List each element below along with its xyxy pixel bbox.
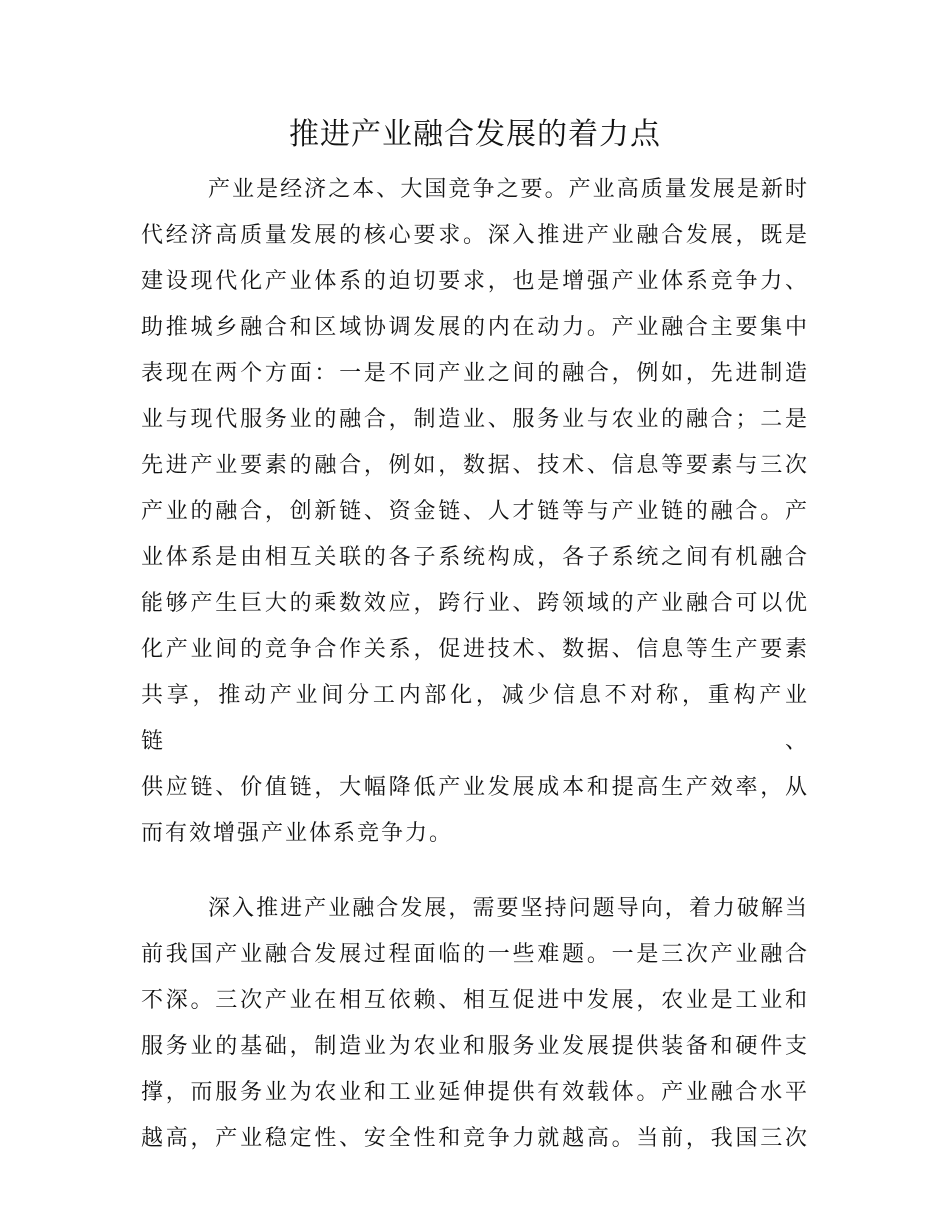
text-line: 不深。三次产业在相互依赖、相互促进中发展，农业是工业和 — [141, 988, 809, 1013]
text-line: 产业是经济之本、大国竞争之要。产业高质量发展是新时 — [208, 177, 809, 202]
text-line: 业与现代服务业的融合，制造业、服务业与农业的融合；二是 — [141, 407, 809, 432]
text-line: 深入推进产业融合发展，需要坚持问题导向，着力破解当 — [208, 896, 809, 921]
document-body — [141, 167, 809, 1191]
text-line: 先进产业要素的融合，例如，数据、技术、信息等要素与三次 — [141, 453, 809, 478]
paragraph — [141, 886, 809, 1162]
text-line: 共享，推动产业间分工内部化，减少信息不对称，重构产业链、 — [141, 683, 809, 754]
text-line: 能够产生巨大的乘数效应，跨行业、跨领域的产业融合可以优 — [141, 591, 809, 616]
text-line: 供应链、价值链，大幅降低产业发展成本和提高生产效率，从 — [141, 775, 809, 800]
text-line: 越高，产业稳定性、安全性和竞争力就越高。当前，我国三次 — [141, 1126, 809, 1151]
text-line: 表现在两个方面：一是不同产业之间的融合，例如，先进制造 — [141, 361, 809, 386]
text-line: 助推城乡融合和区域协调发展的内在动力。产业融合主要集中 — [141, 315, 809, 340]
text-line: 而有效增强产业体系竞争力。 — [141, 821, 454, 846]
document-title: 推进产业融合发展的着力点 — [289, 117, 661, 152]
paragraph — [141, 167, 809, 857]
text-line: 服务业的基础，制造业为农业和服务业发展提供装备和硬件支 — [141, 1034, 809, 1059]
text-line: 代经济高质量发展的核心要求。深入推进产业融合发展，既是 — [141, 223, 809, 248]
text-line: 建设现代化产业体系的迫切要求，也是增强产业体系竞争力、 — [141, 269, 809, 294]
text-line: 业体系是由相互关联的各子系统构成，各子系统之间有机融合 — [141, 545, 809, 570]
text-line: 化产业间的竞争合作关系，促进技术、数据、信息等生产要素 — [141, 637, 809, 662]
text-line: 前我国产业融合发展过程面临的一些难题。一是三次产业融合 — [141, 942, 809, 967]
text-line: 撑，而服务业为农业和工业延伸提供有效载体。产业融合水平 — [141, 1080, 809, 1105]
text-line: 产业的融合，创新链、资金链、人才链等与产业链的融合。产 — [141, 499, 809, 524]
